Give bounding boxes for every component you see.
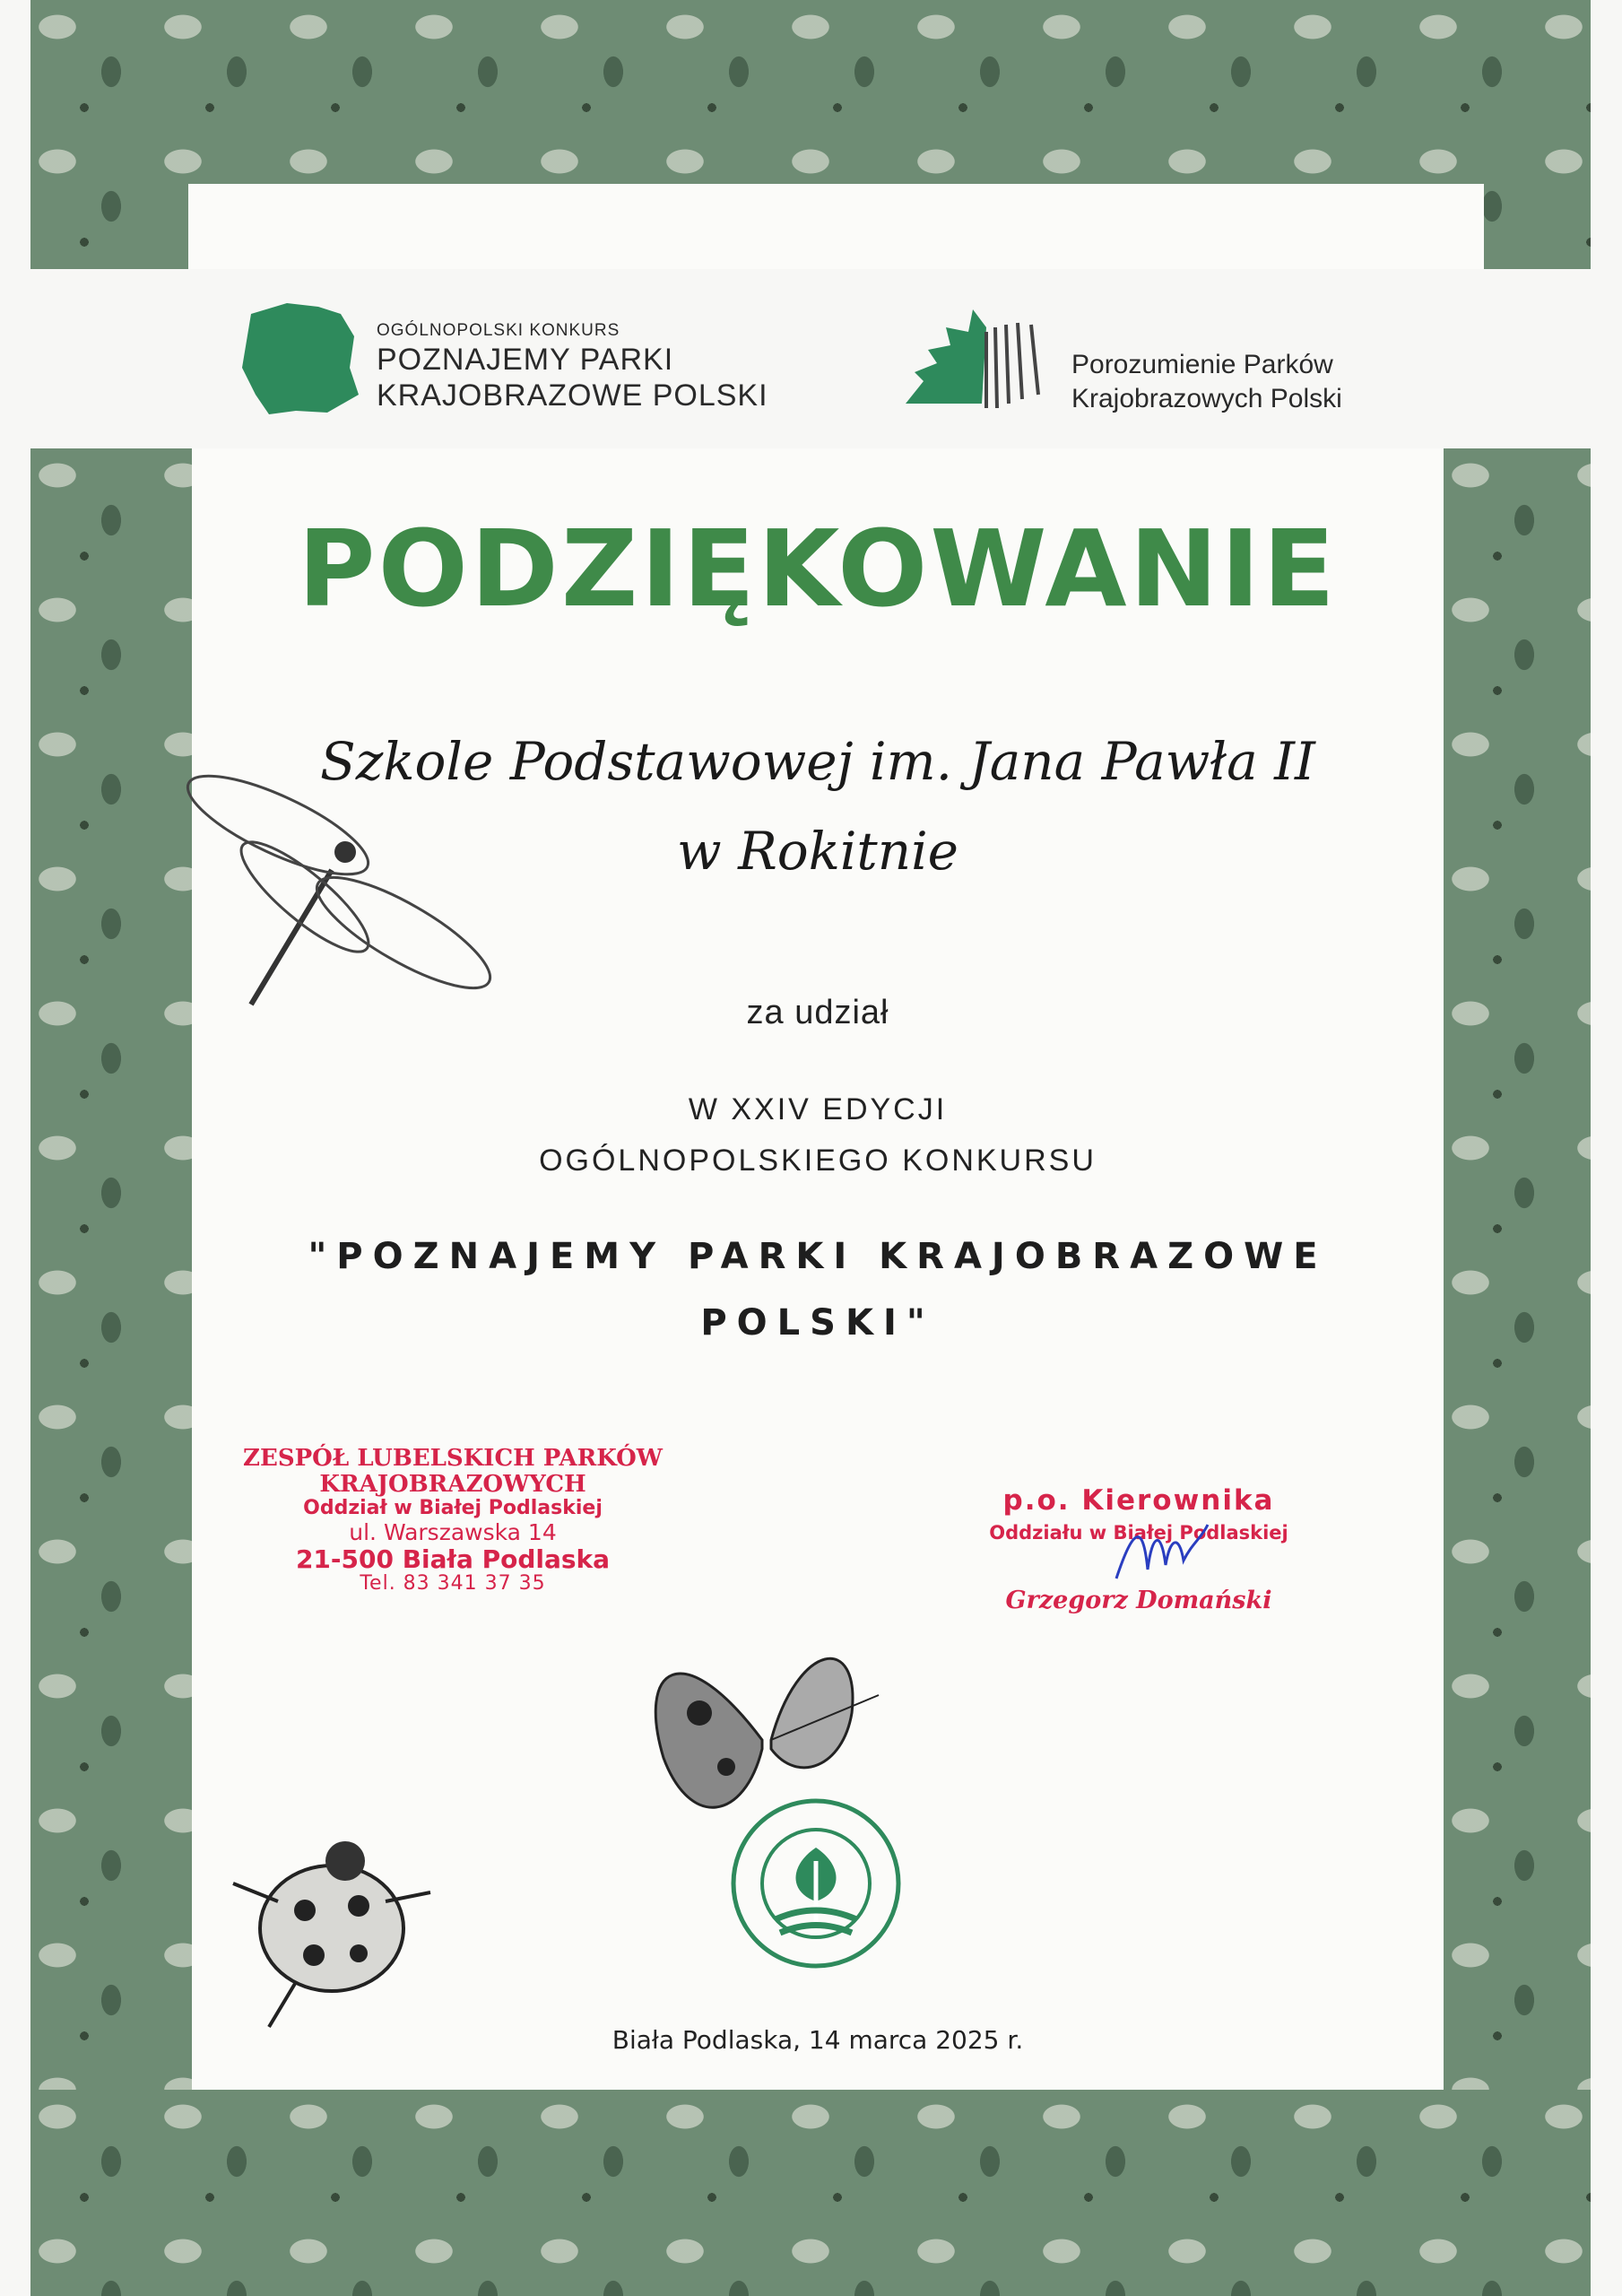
ladybug-icon [224, 1803, 439, 2036]
contest-logo [233, 296, 789, 422]
parks-agreement-line1: Porozumienie Parków [1071, 350, 1333, 379]
recipient-line2: w Rokitnie [677, 821, 958, 882]
signature-title: p.o. Kierownika [1002, 1484, 1275, 1517]
stamp-line1: ZESPÓŁ LUBELSKICH PARKÓW [243, 1445, 663, 1472]
frame-top-window [188, 184, 1484, 269]
contest-logo-line1: OGÓLNOPOLSKI KONKURS [377, 321, 620, 340]
contest-name-line2: POLSKI" [700, 1302, 935, 1344]
place-and-date: Biała Podlaska, 14 marca 2025 r. [612, 2025, 1024, 2055]
contest-name-line1: "POZNAJEMY PARKI KRAJOBRAZOWE [308, 1236, 1328, 1277]
stamp-line5: 21-500 Biała Podlaska [295, 1544, 611, 1574]
stamp-line6: Tel. 83 341 37 35 [360, 1572, 546, 1596]
contest-logo-line3: KRAJOBRAZOWE POLSKI [377, 378, 768, 413]
signature-department: Oddziału w Białej Podlaskiej [989, 1522, 1288, 1544]
contest-logo-line2: POZNAJEMY PARKI [377, 343, 674, 377]
certificate-title: PODZIĘKOWANIE [298, 507, 1338, 631]
decorative-frame-left [30, 448, 192, 2090]
parks-agreement-logo [897, 296, 1453, 422]
handwritten-signature [1107, 1516, 1215, 1587]
stamp-line2: KRAJOBRAZOWYCH [319, 1471, 586, 1499]
poland-map-icon [233, 296, 368, 422]
stamp-line3: Oddział w Białej Podlaskiej [303, 1497, 603, 1520]
park-seal-icon [726, 1794, 906, 1973]
edition-line1: W XXIV EDYCJI [688, 1092, 948, 1126]
decorative-frame-bottom [30, 2090, 1591, 2296]
for-participation-text: za udział [746, 994, 889, 1031]
parks-agreement-line2: Krajobrazowych Polski [1071, 384, 1342, 413]
stamp-line4: ul. Warszawska 14 [349, 1518, 557, 1545]
decorative-frame-right [1444, 448, 1591, 2090]
organization-stamp [242, 1446, 664, 1596]
dragonfly-icon [179, 762, 502, 1013]
signature-name: Grzegorz Domański [1005, 1587, 1272, 1614]
edition-line2: OGÓLNOPOLSKIEGO KONKURSU [539, 1144, 1097, 1178]
oak-leaf-book-icon [897, 296, 1058, 422]
recipient-line1: Szkole Podstawowej im. Jana Pawła II [320, 731, 1315, 792]
